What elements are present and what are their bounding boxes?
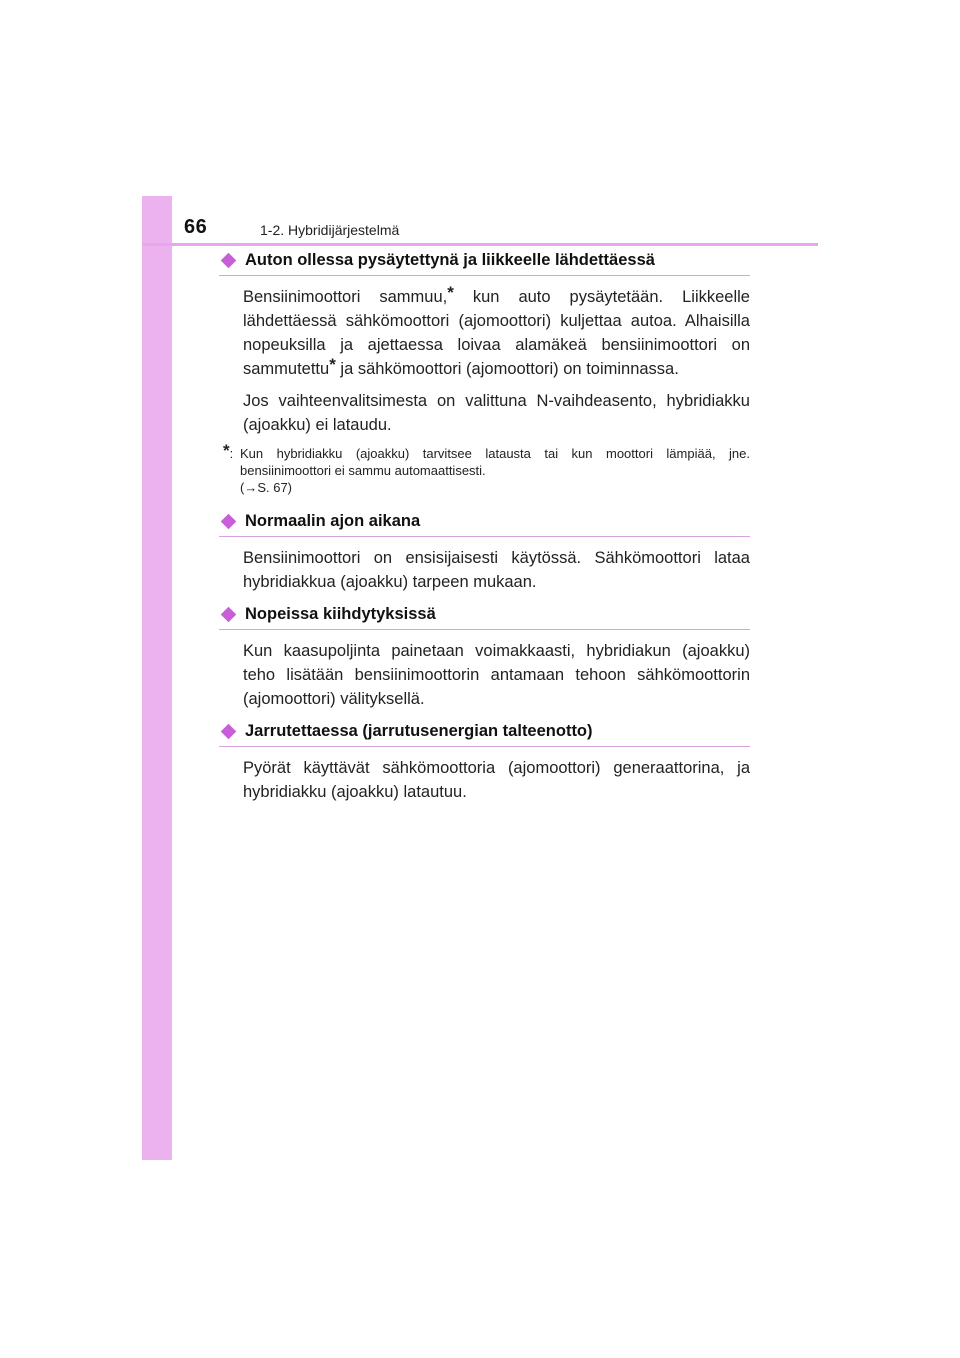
paragraph-text: Bensiinimoottori sammuu,	[243, 288, 448, 306]
footnote-star: *	[447, 283, 454, 302]
body-paragraph: Bensiinimoottori on ensisijaisesti käytössä. Sähkömoottori lataa hybridiakkua (ajoakku) tarpeen mukaan.	[243, 549, 750, 591]
section-label: 1-2. Hybridijärjestelmä	[260, 222, 400, 238]
section-heading-text: Nopeissa kiihdytyksissä	[245, 605, 436, 623]
chapter-side-bar	[142, 196, 172, 1160]
footnote-marker	[223, 441, 240, 496]
section-heading	[219, 722, 750, 747]
diamond-bullet-icon	[221, 253, 237, 269]
section-regenerative-braking	[219, 722, 750, 804]
footnote-body	[240, 445, 750, 496]
paragraph-text: kun auto pysäytetään. Liikkeelle lähdettäessä sähkömoottori (ajomoottori) kuljettaa autoa. Alhaisilla nopeuksilla ja ajettaessa loivaa alamäkeä bensiinimoottori on sammutettu	[243, 288, 750, 378]
body-paragraph: Jos vaihteenvalitsimesta on valittuna N-vaihdeasento, hybridiakku (ajoakku) ei lataudu.	[243, 392, 750, 434]
diamond-bullet-icon	[221, 724, 237, 740]
page-content	[219, 251, 750, 815]
section-stopped-start	[219, 251, 750, 496]
section-heading	[219, 251, 750, 276]
section-normal-driving	[219, 512, 750, 594]
page-number: 66	[184, 216, 208, 238]
section-fast-acceleration	[219, 605, 750, 711]
footnote-line: Kun hybridiakku (ajoakku) tarvitsee latausta tai kun moottori lämpiää, jne.	[240, 446, 750, 461]
section-heading-text: Auton ollessa pysäytettynä ja liikkeelle lähdettäessä	[245, 251, 655, 269]
diamond-bullet-icon	[221, 514, 237, 530]
body-paragraph: Kun kaasupoljinta painetaan voimakkaasti, hybridiakun (ajoakku) teho lisätään bensiinimoottorin antamaan tehoon sähkömoottorin (ajomoottori) välityksellä.	[243, 642, 750, 708]
section-heading	[219, 605, 750, 630]
paragraph-text: ja sähkömoottori (ajomoottori) on toiminnassa.	[335, 360, 679, 378]
footnote-line: bensiinimoottori ei sammu automaattisesti.	[240, 463, 486, 478]
header-rule	[142, 243, 818, 246]
footnote	[223, 441, 750, 496]
footnote-colon: :	[229, 446, 234, 461]
section-heading-text: Jarrutettaessa (jarrutusenergian talteenotto)	[245, 722, 593, 740]
section-heading	[219, 512, 750, 537]
page-reference-link[interactable]: (→S. 67)	[240, 480, 293, 495]
body-paragraph	[243, 285, 750, 381]
section-heading-text: Normaalin ajon aikana	[245, 512, 421, 530]
diamond-bullet-icon	[221, 607, 237, 623]
footnote-star: *	[329, 355, 336, 374]
footnote-star: *	[223, 441, 230, 460]
body-paragraph: Pyörät käyttävät sähkömoottoria (ajomoottori) generaattorina, ja hybridiakku (ajoakku) latautuu.	[243, 759, 750, 801]
